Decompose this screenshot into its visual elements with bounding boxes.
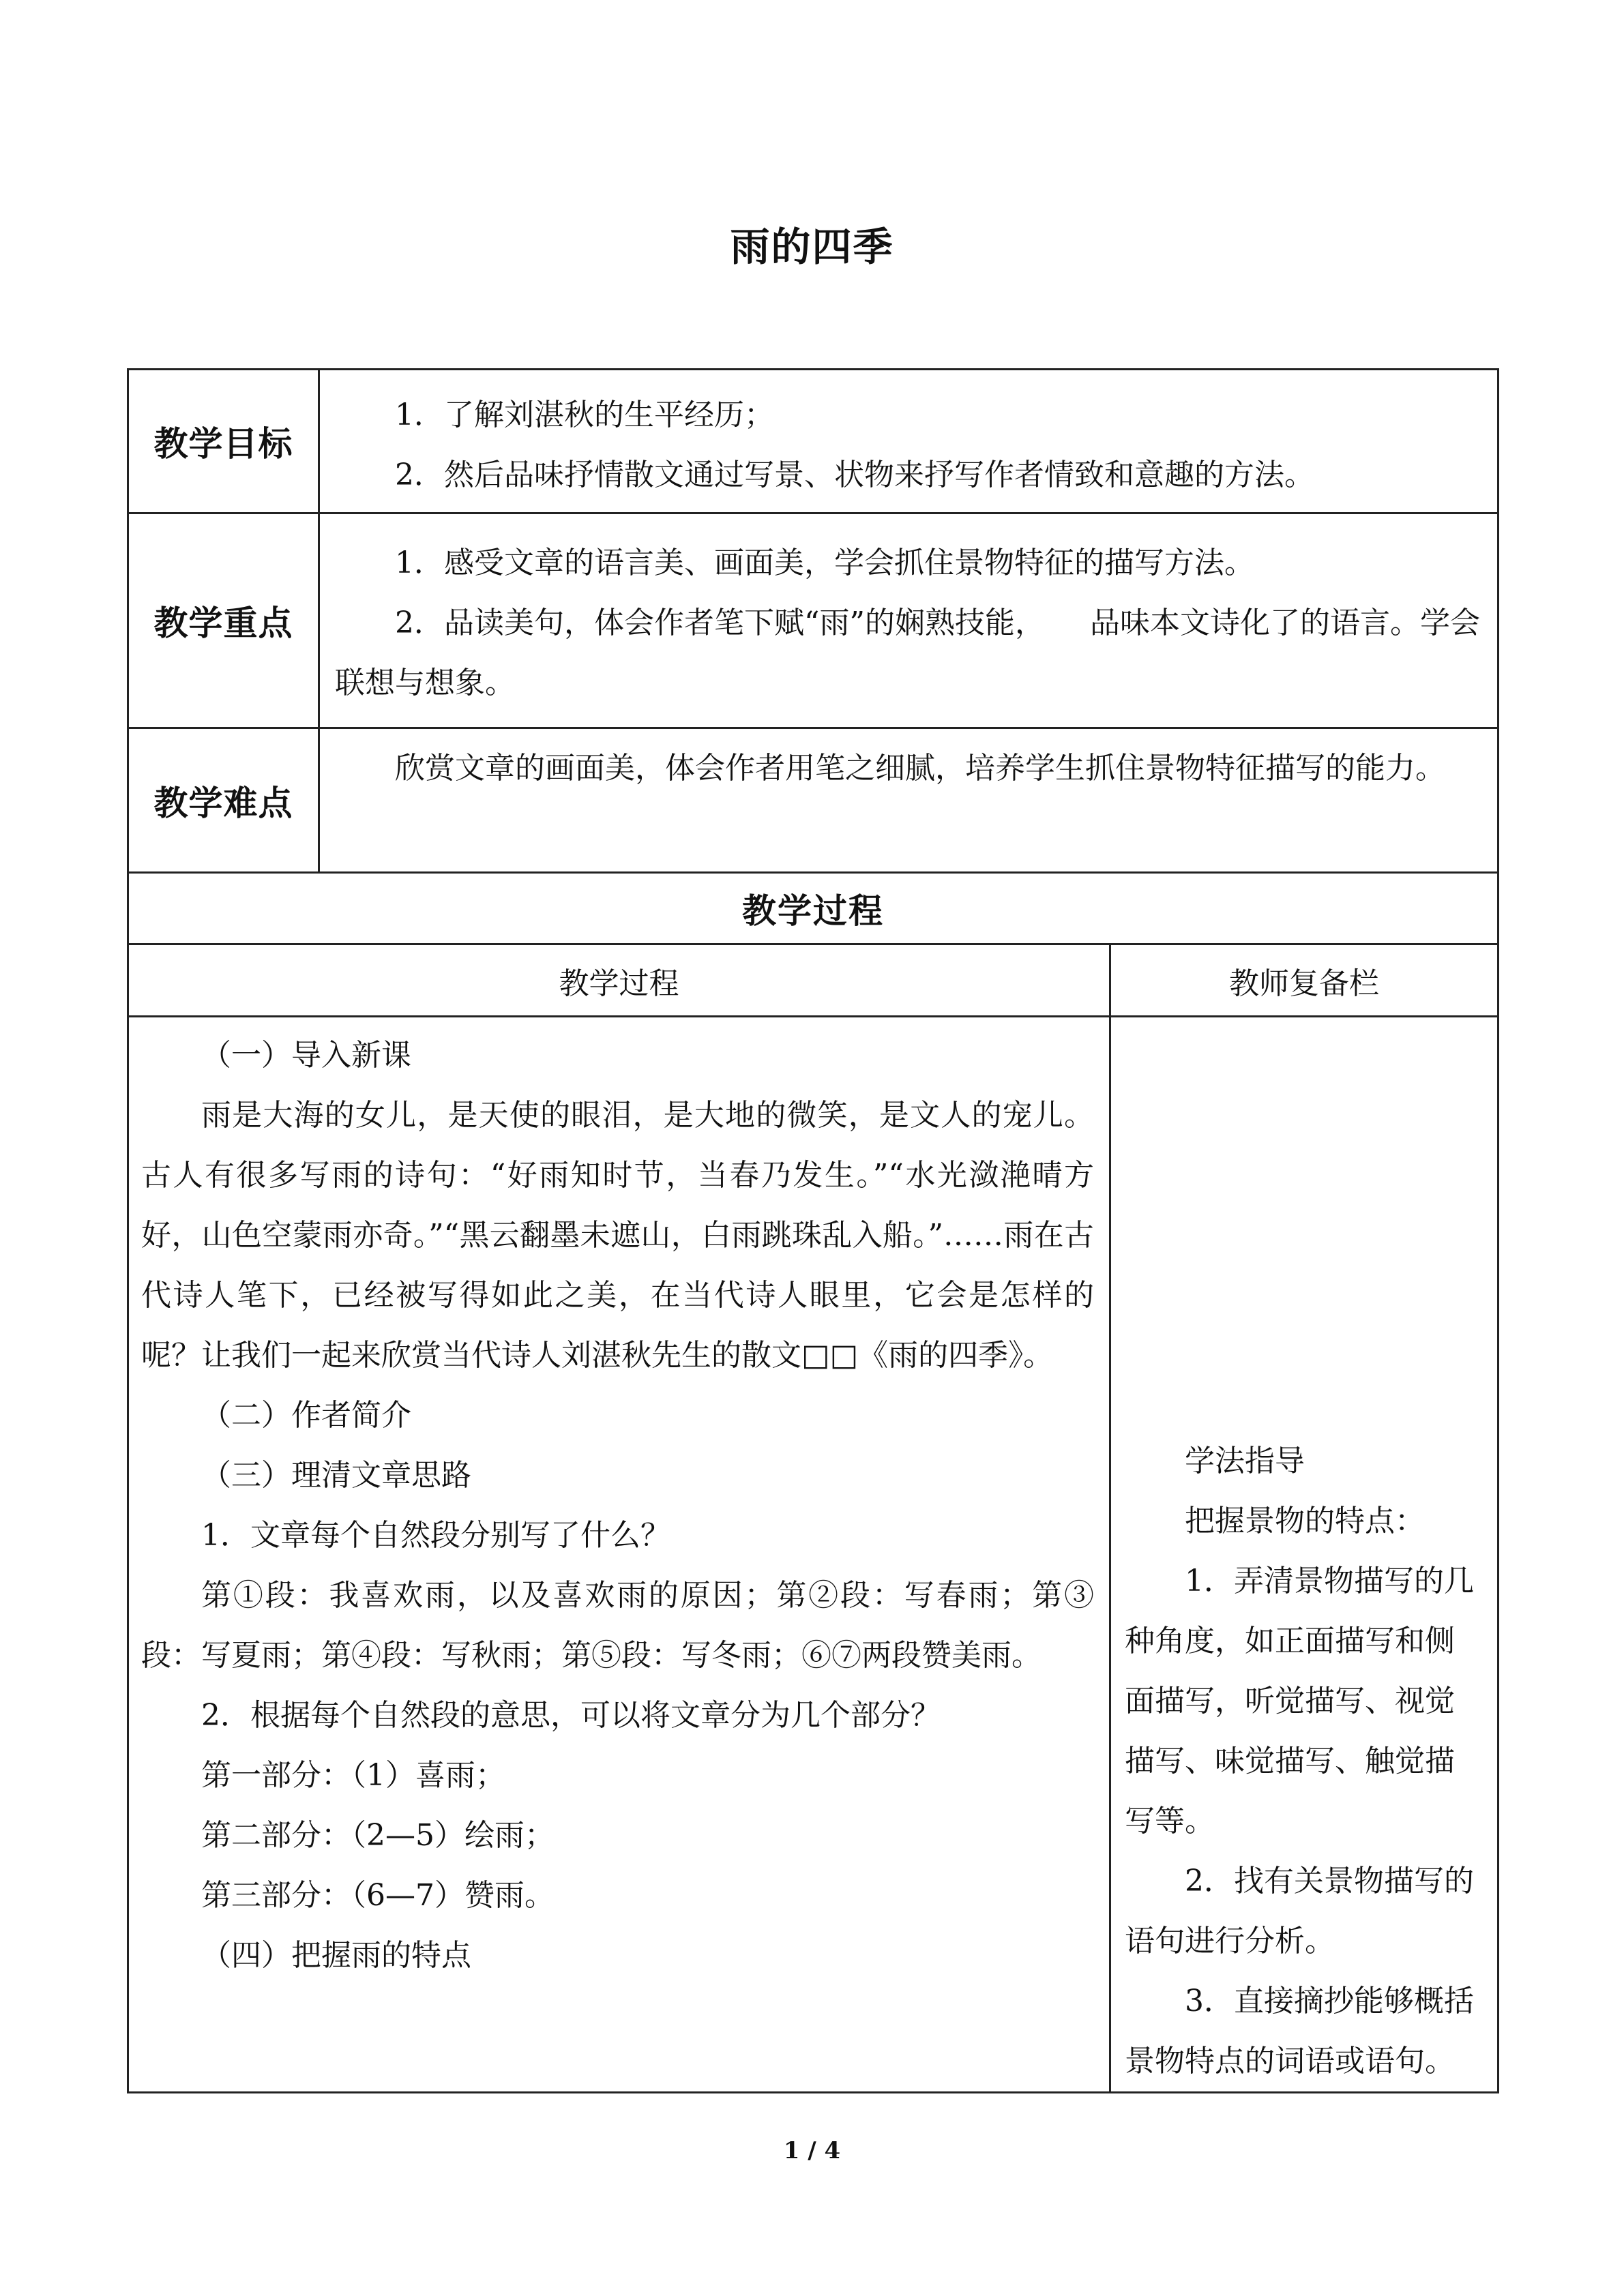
- process-paragraph: （三）理清文章思路: [201, 1458, 471, 1493]
- objective-item: 2．然后品味抒情散文通过写景、状物来抒写作者情致和意趣的方法。: [395, 458, 1314, 492]
- process-paragraph: 雨是大海的女儿，是天使的眼泪，是大地的微笑，是文人的宠儿。古人有很多写雨的诗句：“好雨知时节，当春乃发生。”“水光潋滟晴方好，山色空蒙雨亦奇。”“黑云翻墨未遮山，白雨跳珠乱入船。”……雨在古代诗人笔下，已经被写得如此之美，在当代诗人眼里，它会是怎样的呢？让我们一起来欣赏当代诗人刘湛秋先生的散文□□《雨的四季》。: [141, 1098, 1094, 1373]
- note-item: 3．直接摘抄能够概括景物特点的词语或语句。: [1125, 1984, 1474, 2078]
- process-column-header-row: [128, 944, 1498, 1017]
- process-column-header: 教学过程: [128, 944, 1110, 1017]
- process-paragraph: 2．根据每个自然段的意思，可以将文章分为几个部分？: [201, 1698, 941, 1733]
- difficulties-label: 教学难点: [128, 728, 319, 873]
- note-item: 学法指导: [1185, 1444, 1305, 1478]
- page-number: 1 / 4: [783, 2137, 841, 2164]
- process-content: [128, 1017, 1110, 2093]
- note-item: 2．找有关景物描写的语句进行分析。: [1125, 1864, 1474, 1958]
- objectives-label: 教学目标: [128, 370, 319, 513]
- key-points-content: [319, 513, 1498, 728]
- document-title: 雨的四季: [730, 224, 894, 270]
- key-point-item: 1．感受文章的语言美、画面美，学会抓住景物特征的描写方法。: [395, 546, 1254, 580]
- process-section-title: 教学过程: [128, 873, 1498, 944]
- key-point-item: 2．品读美句，体会作者笔下赋“雨”的娴熟技能， 品味本文诗化了的语言。学会联想与想象。: [335, 606, 1480, 700]
- key-points-row: [128, 513, 1498, 728]
- notes-content: [1110, 1017, 1498, 2093]
- process-paragraph: 第一部分：（1）喜雨；: [201, 1758, 505, 1793]
- objective-item: 1．了解刘湛秋的生平经历；: [395, 398, 774, 432]
- difficulty-item: 欣赏文章的画面美，体会作者用笔之细腻，培养学生抓住景物特征描写的能力。: [395, 751, 1445, 786]
- difficulties-row: [128, 728, 1498, 873]
- objectives-row: [128, 370, 1498, 513]
- objectives-content: [319, 370, 1498, 513]
- key-points-label: 教学重点: [128, 513, 319, 728]
- process-paragraph: （一）导入新课: [201, 1038, 411, 1073]
- process-paragraph: （四）把握雨的特点: [201, 1938, 471, 1973]
- note-item: 1．弄清景物描写的几种角度，如正面描写和侧面描写，听觉描写、视觉描写、味觉描写、触觉描写等。: [1125, 1564, 1474, 1838]
- process-body-row: [128, 1017, 1498, 2093]
- process-paragraph: 第二部分：（2—5）绘雨；: [201, 1818, 555, 1853]
- process-paragraph: 1．文章每个自然段分别写了什么？: [201, 1518, 670, 1553]
- process-section-row: [128, 873, 1498, 944]
- note-item: 把握景物的特点：: [1185, 1504, 1425, 1538]
- notes-column-header: 教师复备栏: [1110, 944, 1498, 1017]
- process-paragraph: （二）作者简介: [201, 1398, 411, 1433]
- difficulties-content: [319, 728, 1498, 873]
- process-paragraph: 第三部分：（6—7）赞雨。: [201, 1878, 555, 1913]
- lesson-plan-table: [127, 368, 1499, 2093]
- process-paragraph: 第①段：我喜欢雨，以及喜欢雨的原因；第②段：写春雨；第③段：写夏雨；第④段：写秋雨；第⑤段：写冬雨；⑥⑦两段赞美雨。: [141, 1578, 1094, 1673]
